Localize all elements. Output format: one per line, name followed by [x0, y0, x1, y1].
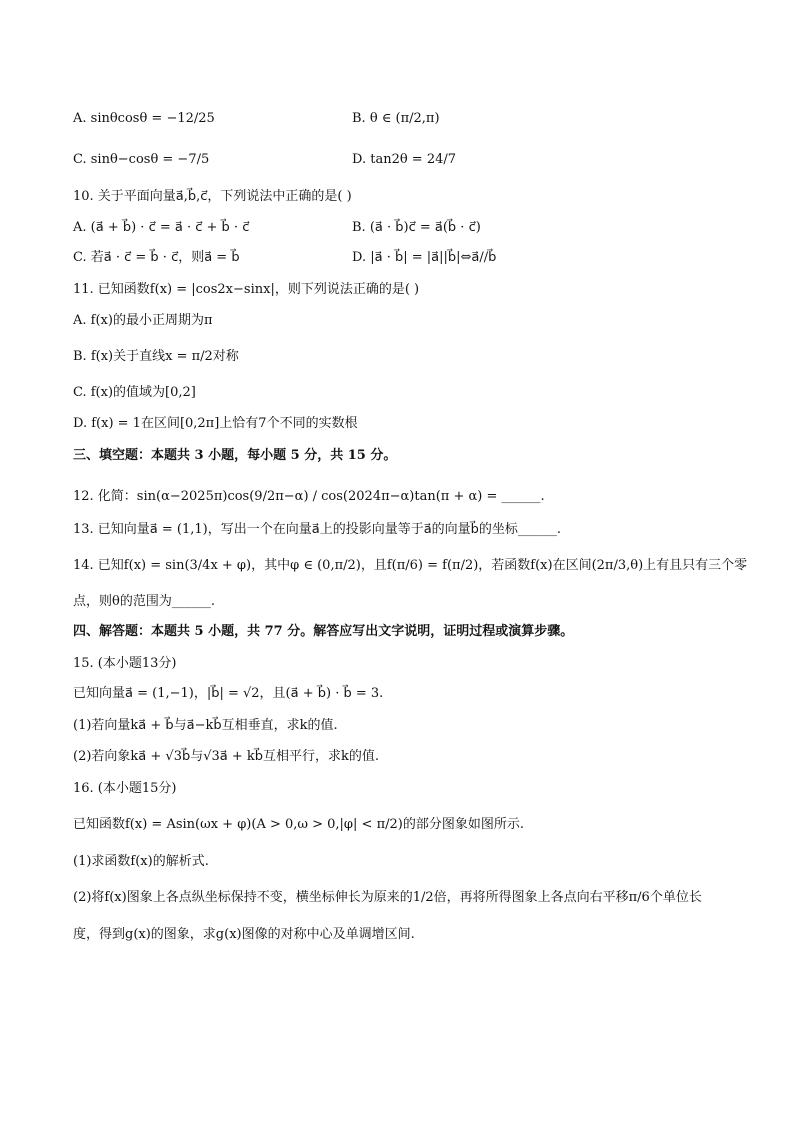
q16-heading: 16. (本小题15分): [73, 781, 177, 796]
q11-option-a: A. f(x)的最小正周期为π: [73, 313, 213, 328]
q9-option-c: C. sinθ−cosθ = −7/5: [73, 152, 210, 167]
q15-part-2: (2)若向象ka⃗ + √3b⃗与√3a⃗ + kb⃗互相平行，求k的值.: [73, 749, 380, 764]
q15-part-1: (1)若向量ka⃗ + b⃗与a⃗−kb⃗互相垂直，求k的值.: [73, 718, 338, 733]
q16-part-2: (2)将f(x)图象上各点纵坐标保持不变，横坐标伸长为原来的1/2倍，再将所得图象上各点向右平移π/6个单位长: [73, 890, 702, 905]
q11-stem: 11. 已知函数f(x) = |cos2x−sinx|，则下列说法正确的是( ): [73, 282, 420, 297]
q13-stem: 13. 已知向量a⃗ = (1,1)，写出一个在向量a⃗上的投影向量等于a⃗的向量b⃗的坐标______.: [73, 522, 562, 537]
q10-option-c: C. 若a⃗ · c⃗ = b⃗ · c⃗，则a⃗ = b⃗: [73, 250, 240, 265]
q10-stem: 10. 关于平面向量a⃗,b⃗,c⃗，下列说法中正确的是( ): [73, 189, 352, 204]
q16-stem: 已知函数f(x) = Asin(ωx + φ)(A > 0,ω > 0,|φ| < π/2)的部分图象如图所示.: [73, 817, 524, 832]
q11-option-c: C. f(x)的值域为[0,2]: [73, 385, 196, 400]
q15-heading: 15. (本小题13分): [73, 656, 177, 671]
section-heading-fill-in: 三、填空题：本题共 3 小题，每小题 5 分，共 15 分。: [73, 448, 397, 463]
q11-option-b: B. f(x)关于直线x = π/2对称: [73, 349, 239, 364]
q9-option-b: B. θ ∈ (π/2,π): [352, 111, 440, 126]
q16-part-1: (1)求函数f(x)的解析式.: [73, 854, 209, 869]
q11-option-d: D. f(x) = 1在区间[0,2π]上恰有7个不同的实数根: [73, 416, 358, 431]
q10-option-d: D. |a⃗ · b⃗| = |a⃗||b⃗|⇔a⃗//b⃗: [352, 250, 497, 265]
q14-stem: 14. 已知f(x) = sin(3/4x + φ)，其中φ ∈ (0,π/2)，且f(π/6) = f(π/2)，若函数f(x)在区间(2π/3,θ)上有且只有三个零: [73, 558, 748, 573]
q9-option-a: A. sinθcosθ = −12/25: [73, 111, 215, 126]
q16-part-2-continued: 度，得到g(x)的图象，求g(x)图像的对称中心及单调增区间.: [73, 927, 415, 942]
q14-stem-continued: 点，则θ的范围为______.: [73, 594, 215, 609]
q12-stem: 12. 化简：sin(α−2025π)cos(9/2π−α) / cos(2024π−α)tan(π + α) = ______.: [73, 489, 545, 504]
q15-stem: 已知向量a⃗ = (1,−1)，|b⃗| = √2，且(a⃗ + b⃗) · b⃗ = 3.: [73, 686, 384, 701]
q10-option-b: B. (a⃗ · b⃗)c⃗ = a⃗(b⃗ · c⃗): [352, 220, 481, 235]
q10-option-a: A. (a⃗ + b⃗) · c⃗ = a⃗ · c⃗ + b⃗ · c⃗: [73, 220, 250, 235]
q9-option-d: D. tan2θ = 24/7: [352, 152, 457, 167]
section-heading-solutions: 四、解答题：本题共 5 小题，共 77 分。解答应写出文字说明，证明过程或演算步骤。: [73, 624, 574, 639]
